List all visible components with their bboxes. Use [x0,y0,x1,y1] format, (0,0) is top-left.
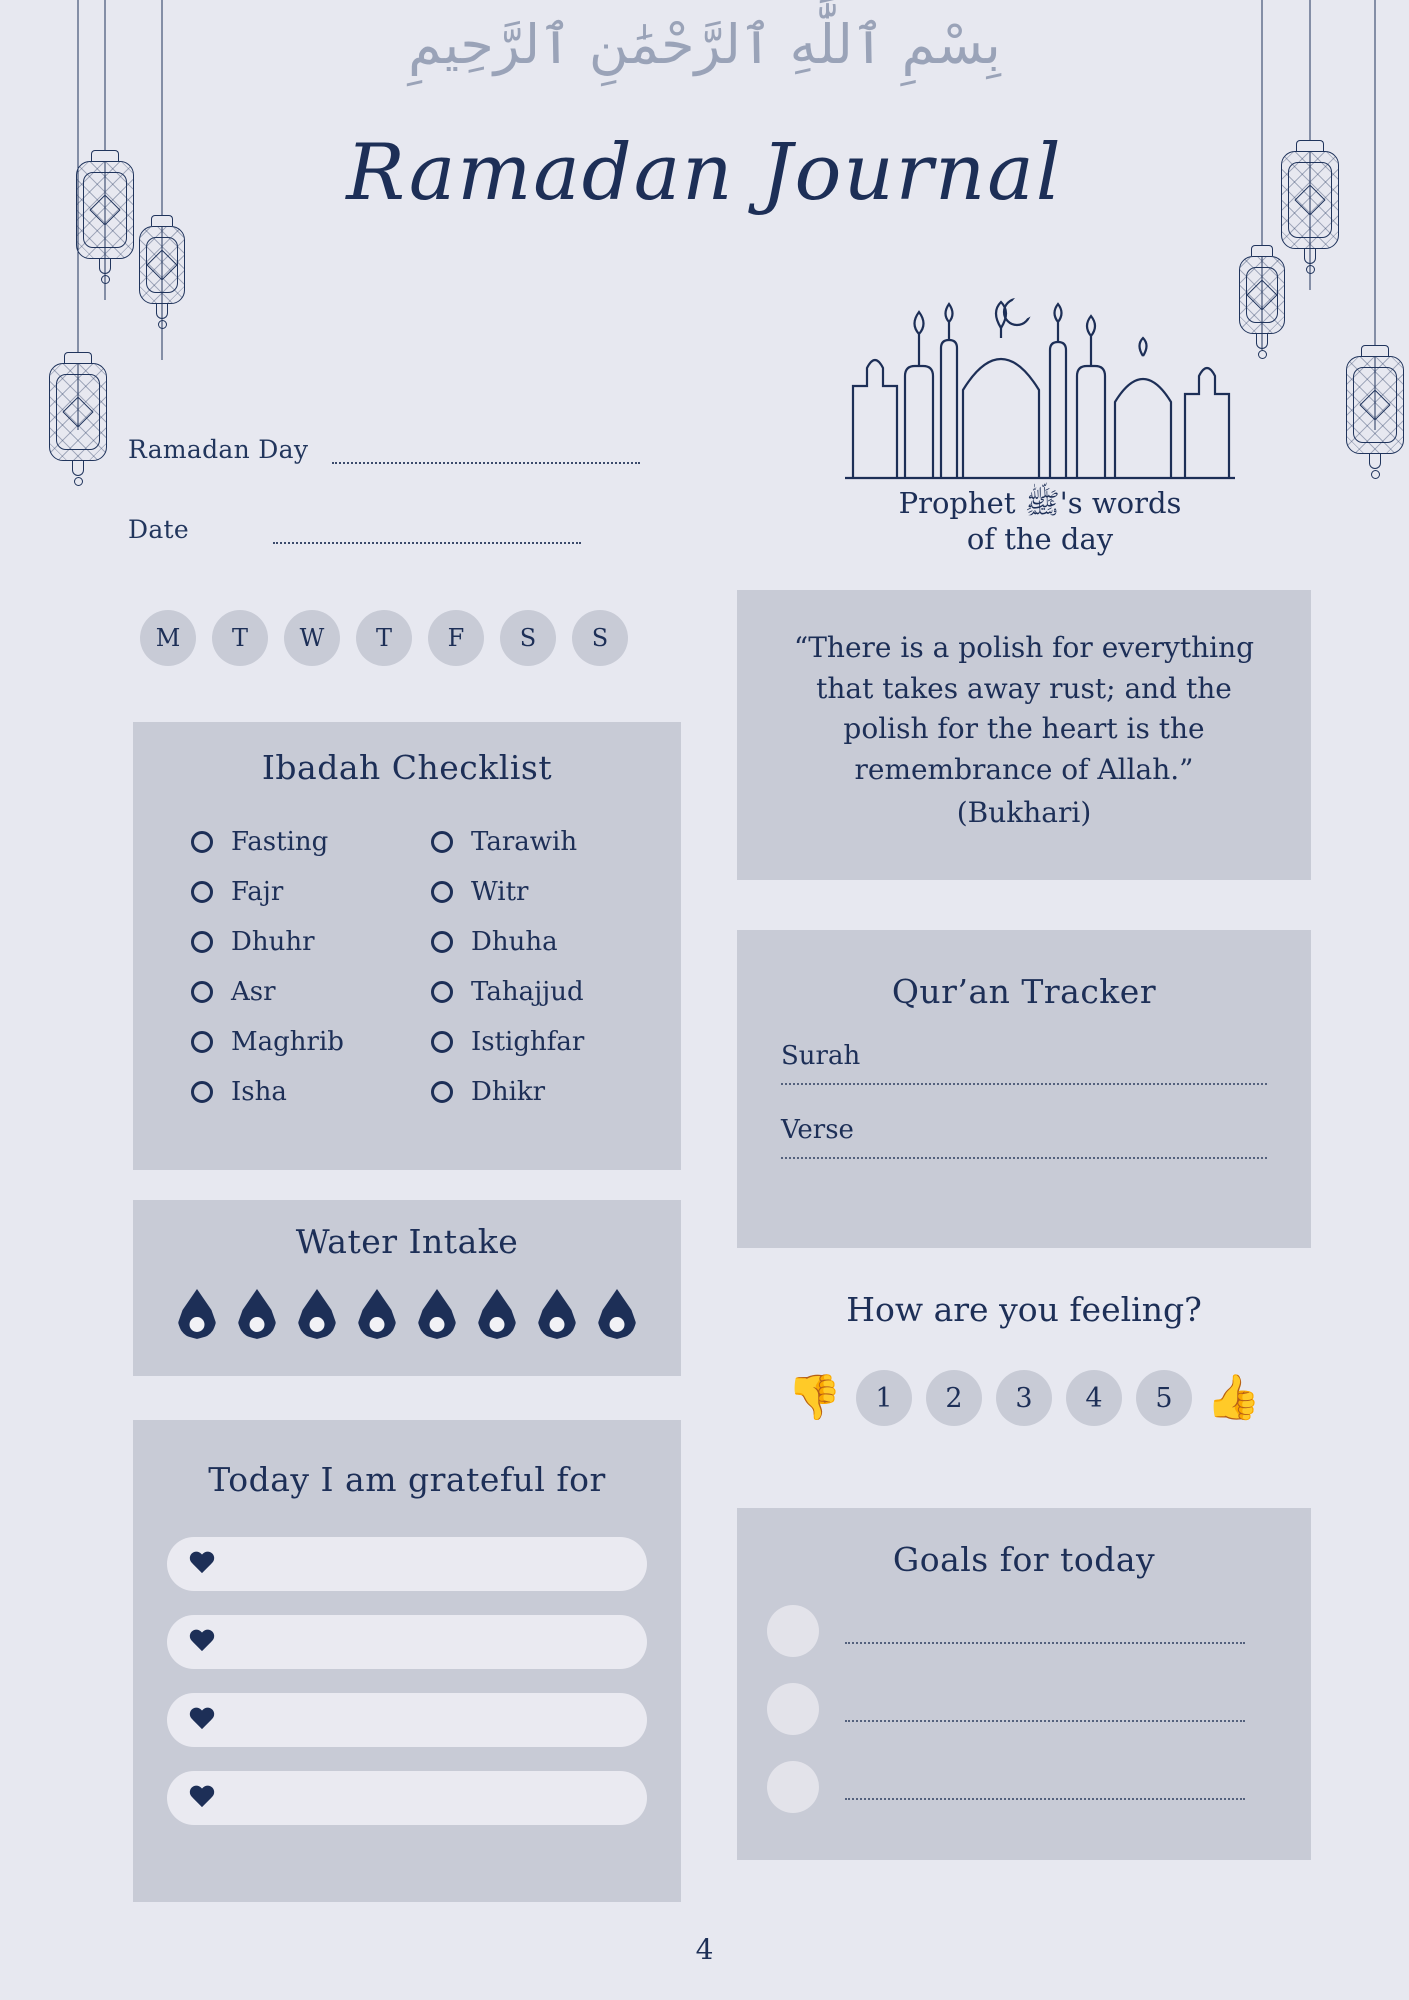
quran-tracker-panel [737,930,1311,1248]
quran-verse-field[interactable] [781,1115,1267,1159]
goal-row-3[interactable] [767,1761,1311,1813]
ibadah-item-dhuhr[interactable] [191,927,359,957]
prophet-words-heading [790,485,1290,558]
water-drop-icon[interactable] [298,1289,336,1339]
page-number: 4 [695,1933,714,1966]
checkbox-circle-icon[interactable] [431,831,453,853]
quran-verse-label: Verse [781,1115,854,1145]
hadith-source: (Bukhari) [956,796,1092,830]
weekday-friday[interactable]: F [428,610,484,666]
mood-option-1[interactable]: 1 [856,1370,912,1426]
mood-title: How are you feeling? [846,1290,1202,1329]
ibadah-item-label: Tarawih [471,827,578,857]
checkbox-circle-icon[interactable] [431,1031,453,1053]
weekday-monday[interactable]: M [140,610,196,666]
goal-input-1[interactable] [845,1640,1245,1644]
heart-icon [189,1630,215,1654]
weekday-wednesday[interactable]: W [284,610,340,666]
mood-scale[interactable] [737,1370,1311,1426]
ibadah-item-label: Dhuhr [231,927,315,957]
quran-surah-label: Surah [781,1041,861,1071]
checkbox-circle-icon[interactable] [191,1081,213,1103]
water-drop-row[interactable] [133,1289,681,1339]
ibadah-item-maghrib[interactable] [191,1027,359,1057]
ibadah-item-tarawih[interactable] [431,827,584,857]
ibadah-item-tahajjud[interactable] [431,977,584,1007]
mood-option-2[interactable]: 2 [926,1370,982,1426]
ibadah-item-label: Istighfar [471,1027,585,1057]
quran-surah-field[interactable] [781,1041,1267,1085]
ibadah-item-label: Dhikr [471,1077,546,1107]
ibadah-item-dhuha[interactable] [431,927,584,957]
quran-verse-input[interactable] [781,1155,1267,1159]
water-drop-icon[interactable] [538,1289,576,1339]
ibadah-item-label: Tahajjud [471,977,584,1007]
ibadah-item-label: Dhuha [471,927,558,957]
ibadah-checklist-title: Ibadah Checklist [261,748,553,787]
quran-surah-input[interactable] [781,1081,1267,1085]
ibadah-item-label: Witr [471,877,529,907]
ibadah-item-label: Fasting [231,827,329,857]
heart-icon [189,1552,215,1576]
goal-row-2[interactable] [767,1683,1311,1735]
hadith-text: “There is a polish for everything that takes away rust; and the polish for the heart is the remembrance of Allah.” [793,631,1255,786]
prophet-words-line2: of the day [966,522,1114,557]
gratitude-input-1[interactable] [167,1537,647,1591]
hadith-panel [737,590,1311,880]
ibadah-item-fajr[interactable] [191,877,359,907]
water-drop-icon[interactable] [418,1289,456,1339]
ibadah-column-1 [191,827,359,1107]
heart-icon [189,1708,215,1732]
water-drop-icon[interactable] [238,1289,276,1339]
ibadah-item-label: Isha [231,1077,287,1107]
ibadah-item-label: Fajr [231,877,284,907]
mood-option-3[interactable]: 3 [996,1370,1052,1426]
goal-row-1[interactable] [767,1605,1311,1657]
weekday-tuesday[interactable]: T [212,610,268,666]
ibadah-item-isha[interactable] [191,1077,359,1107]
page-title: Ramadan Journal [346,128,1063,218]
heart-icon [189,1786,215,1810]
ibadah-item-istighfar[interactable] [431,1027,584,1057]
gratitude-list [133,1537,681,1825]
ramadan-day-field[interactable] [128,435,640,464]
goal-input-2[interactable] [845,1718,1245,1722]
ibadah-item-label: Maghrib [231,1027,344,1057]
goal-checkbox-icon[interactable] [767,1761,819,1813]
weekday-thursday[interactable]: T [356,610,412,666]
thumbs-down-icon[interactable]: 👎 [787,1372,842,1423]
checkbox-circle-icon[interactable] [431,1081,453,1103]
bismillah-calligraphy: بِسْمِ ٱللَّٰهِ ٱلرَّحْمَٰنِ ٱلرَّحِيمِ [408,13,1001,76]
checkbox-circle-icon[interactable] [431,881,453,903]
checkbox-circle-icon[interactable] [191,1031,213,1053]
checkbox-circle-icon[interactable] [191,981,213,1003]
mood-option-4[interactable]: 4 [1066,1370,1122,1426]
water-drop-icon[interactable] [178,1289,216,1339]
gratitude-input-3[interactable] [167,1693,647,1747]
water-intake-panel [133,1200,681,1376]
ibadah-item-dhikr[interactable] [431,1077,584,1107]
gratitude-title: Today I am grateful for [208,1460,606,1499]
ibadah-item-label: Asr [231,977,276,1007]
weekday-selector[interactable] [140,610,628,666]
checkbox-circle-icon[interactable] [431,981,453,1003]
ramadan-day-input[interactable] [332,442,640,464]
gratitude-panel [133,1420,681,1902]
gratitude-input-2[interactable] [167,1615,647,1669]
ibadah-item-asr[interactable] [191,977,359,1007]
quran-tracker-title: Qur’an Tracker [891,972,1157,1011]
date-label: Date [128,515,189,544]
goal-checkbox-icon[interactable] [767,1605,819,1657]
checkbox-circle-icon[interactable] [431,931,453,953]
prophet-words-line1: Prophet ﷺ's words [898,486,1182,520]
water-intake-title: Water Intake [295,1222,519,1261]
weekday-sunday[interactable]: S [572,610,628,666]
goals-title: Goals for today [892,1540,1156,1579]
water-drop-icon[interactable] [358,1289,396,1339]
ibadah-column-2 [431,827,584,1107]
water-drop-icon[interactable] [478,1289,516,1339]
checkbox-circle-icon[interactable] [191,881,213,903]
mood-option-5[interactable]: 5 [1136,1370,1192,1426]
thumbs-up-icon[interactable]: 👍 [1206,1372,1261,1423]
ibadah-item-fasting[interactable] [191,827,359,857]
ibadah-item-witr[interactable] [431,877,584,907]
checkbox-circle-icon[interactable] [191,931,213,953]
date-input[interactable] [273,522,581,544]
goal-checkbox-icon[interactable] [767,1683,819,1735]
mosque-illustration [845,290,1235,480]
ramadan-day-label: Ramadan Day [128,435,309,464]
date-field[interactable] [128,515,581,544]
weekday-saturday[interactable]: S [500,610,556,666]
checkbox-circle-icon[interactable] [191,831,213,853]
ibadah-checklist-panel [133,722,681,1170]
goals-panel [737,1508,1311,1860]
gratitude-input-4[interactable] [167,1771,647,1825]
water-drop-icon[interactable] [598,1289,636,1339]
goal-input-3[interactable] [845,1796,1245,1800]
